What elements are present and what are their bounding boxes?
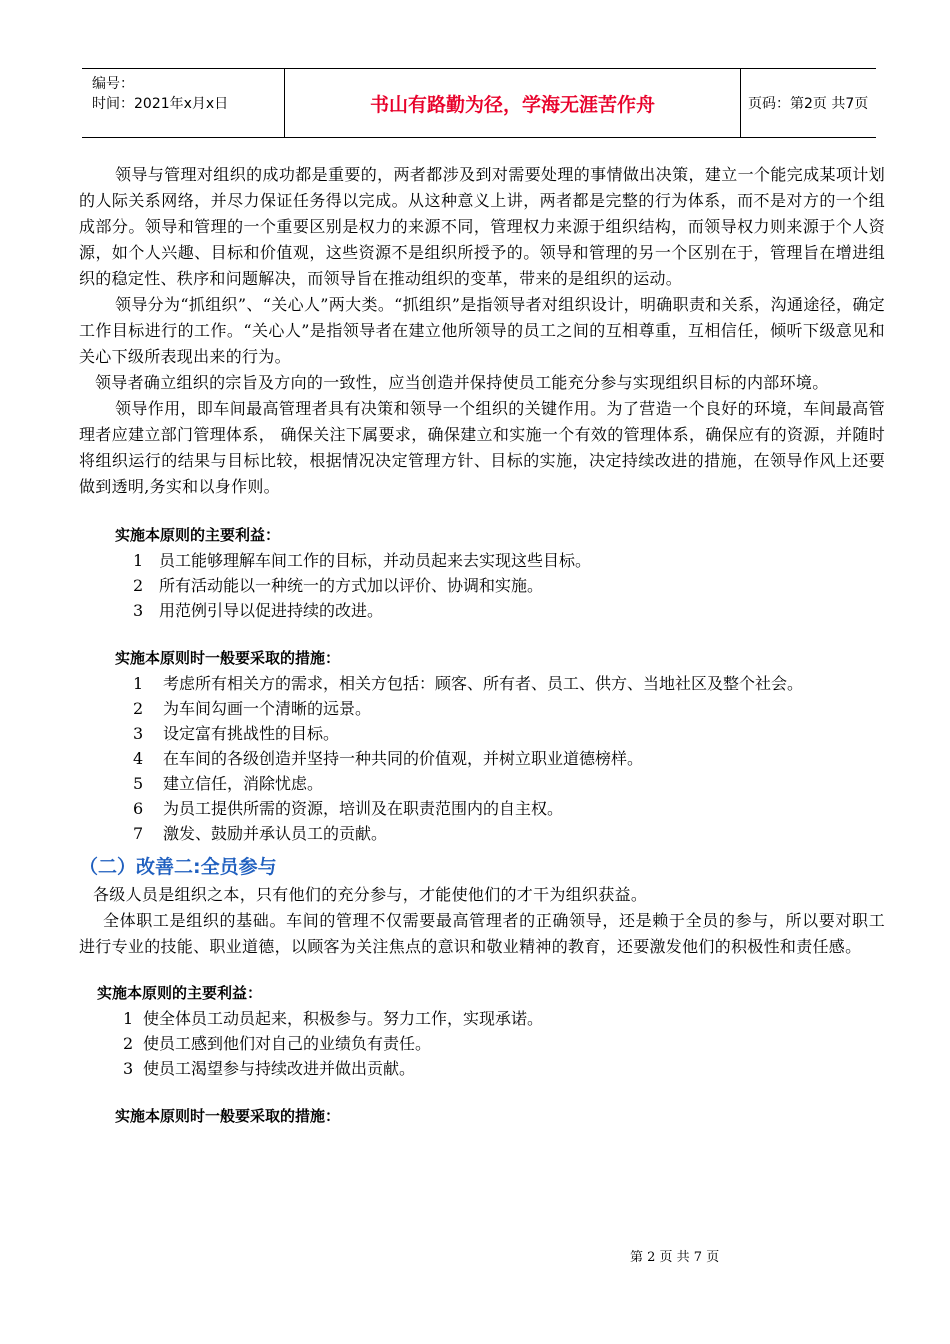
measures-list [79, 671, 885, 846]
paragraph: 各级人员是组织之本，只有他们的充分参与，才能使他们的才干为组织获益。 [93, 885, 648, 904]
list-item: 3 设定富有挑战性的目标。 [133, 724, 340, 743]
paragraph: 全体职工是组织的基础。车间的管理不仅需要最高管理者的正确领导，还是赖于全员的参与，所以要对职工进行专业的技能、职业道德，以顾客为关注焦点的意识和敬业精神的教育，还要激发他们的积极性和责任感。 [79, 911, 885, 956]
header-page-info: 页码：第2页 共7页 [748, 96, 869, 112]
paragraph: 领导与管理对组织的成功都是重要的，两者都涉及到对需要处理的事情做出决策，建立一个能完成某项计划的人际关系网络，并尽力保证任务得以完成。从这种意义上讲，两者都是完整的行为体系，而不是对方的一个组成部分。领导和管理的一个重要区别是权力的来源不同，管理权力来源于组织结构，而领导权力则来源于个人资源，如个人兴趣、目标和价值观，这些资源不是组织所授予的。领导和管理的另一个区别在于，管理旨在增进组织的稳定性、秩序和问题解决，而领导旨在推动组织的变革，带来的是组织的运动。 [79, 165, 885, 288]
header-left-cell [82, 69, 284, 137]
header-motto: 书山有路勤为径，学海无涯苦作舟 [284, 69, 741, 137]
benefits-list [79, 1006, 885, 1081]
list-item: 1 员工能够理解车间工作的目标，并动员起来去实现这些目标。 [133, 551, 592, 570]
measures-heading: 实施本原则时一般要采取的措施： [115, 649, 341, 667]
section-title: （二）改善二:全员参与 [79, 856, 277, 878]
list-item: 3 使员工渴望参与持续改进并做出贡献。 [123, 1059, 416, 1078]
page-footer: 第 2 页 共 7 页 [630, 1250, 720, 1265]
document-body [79, 162, 885, 1129]
measures-heading: 实施本原则时一般要采取的措施： [115, 1107, 341, 1125]
benefits-heading: 实施本原则的主要利益： [115, 526, 281, 544]
benefits-list [79, 548, 885, 623]
number-label: 编号： [92, 76, 134, 92]
list-item: 3 用范例引导以促进持续的改进。 [133, 601, 384, 620]
list-item: 5 建立信任，消除忧虑。 [133, 774, 324, 793]
list-item: 1 考虑所有相关方的需求，相关方包括：顾客、所有者、员工、供方、当地社区及整个社会。 [133, 674, 804, 693]
paragraph: 领导作用，即车间最高管理者具有决策和领导一个组织的关键作用。为了营造一个良好的环境，车间最高管理者应建立部门管理体系， 确保关注下属要求，确保建立和实施一个有效的管理体系，确保应有的资源，并随时将组织运行的结果与目标比较，根据情况决定管理方针、目标的实施，决定持续改进的措施，在领导作风上还要做到透明,务实和以身作则。 [79, 399, 885, 496]
list-item: 4 在车间的各级创造并坚持一种共同的价值观，并树立职业道德榜样。 [133, 749, 644, 768]
list-item: 6 为员工提供所需的资源，培训及在职责范围内的自主权。 [133, 799, 564, 818]
list-item: 2 为车间勾画一个清晰的远景。 [133, 699, 372, 718]
benefits-heading: 实施本原则的主要利益： [97, 984, 263, 1002]
list-item: 2 所有活动能以一种统一的方式加以评价、协调和实施。 [133, 576, 544, 595]
time-label: 时间：2021年x月x日 [92, 96, 229, 112]
paragraph: 领导分为“抓组织”、“关心人”两大类。“抓组织”是指领导者对组织设计，明确职责和关系，沟通途径，确定工作目标进行的工作。“关心人”是指领导者在建立他所领导的员工之间的互相尊重，互相信任，倾听下级意见和关心下级所表现出来的行为。 [79, 295, 885, 366]
list-item: 1 使全体员工动员起来，积极参与。努力工作，实现承诺。 [123, 1009, 544, 1028]
paragraph: 领导者确立组织的宗旨及方向的一致性，应当创造并保持使员工能充分参与实现组织目标的内部环境。 [95, 373, 829, 392]
list-item: 7 激发、鼓励并承认员工的贡献。 [133, 824, 388, 843]
list-item: 2 使员工感到他们对自己的业绩负有责任。 [123, 1034, 432, 1053]
page-header [82, 68, 876, 138]
